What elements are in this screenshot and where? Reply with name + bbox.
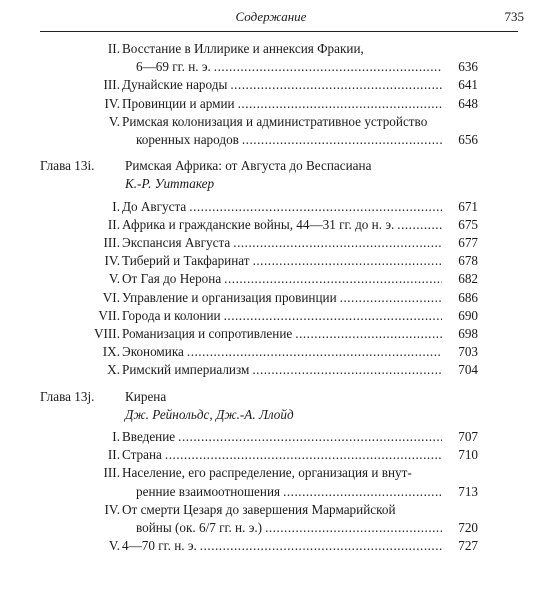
entry-number: I.	[112, 198, 120, 214]
toc-entry	[122, 199, 442, 215]
entry-page: 656	[458, 132, 478, 147]
toc-entry	[122, 362, 442, 378]
running-header	[0, 0, 542, 34]
entry-number: II.	[107, 216, 120, 232]
entry-title: Провинции и армии	[122, 95, 235, 111]
dot-leader	[189, 199, 442, 215]
entry-number: VIII.	[94, 326, 120, 341]
entry-page: 648	[458, 95, 478, 111]
entry-number: VI.	[102, 289, 120, 305]
dot-leader	[265, 520, 442, 536]
entry-title: Восстание в Иллирике и аннексия Фракии,	[122, 41, 364, 56]
chapter-title: Римская Африка: от Августа до Веспасиана	[125, 158, 372, 174]
dot-leader	[238, 96, 442, 112]
entry-number: III.	[103, 235, 120, 250]
entry-number: V.	[108, 538, 120, 554]
toc-entry	[122, 235, 442, 251]
toc-entry	[122, 326, 442, 342]
dot-leader	[230, 77, 442, 93]
toc-entry	[122, 465, 412, 481]
toc-entry	[122, 96, 442, 112]
dot-leader	[178, 429, 442, 445]
entry-page: 671	[458, 198, 478, 214]
dot-leader	[224, 271, 442, 287]
chapter-label: Глава 13j.	[40, 388, 95, 404]
dot-leader	[340, 290, 442, 306]
entry-title: Города и колонии	[122, 307, 221, 323]
entry-page: 641	[458, 77, 478, 93]
entry-page: 678	[458, 253, 478, 269]
chapter-title: Кирена	[125, 388, 167, 404]
dot-leader	[233, 235, 442, 251]
toc-entry	[122, 77, 442, 93]
entry-page: 707	[458, 429, 478, 444]
chapter-authors: Дж. Рейнольдс, Дж.-А. Ллойд	[125, 406, 294, 422]
entry-page: 727	[458, 538, 478, 554]
dot-leader	[165, 447, 442, 463]
entry-page: 703	[458, 344, 478, 360]
dot-leader	[295, 326, 442, 342]
entry-title: 4—70 гг. н. э.	[122, 538, 197, 554]
toc-entry	[122, 271, 442, 287]
entry-title: Римская колонизация и административное устройство	[122, 113, 428, 129]
toc-entry	[122, 41, 364, 57]
entry-number: III.	[103, 77, 120, 93]
toc-entry	[122, 344, 442, 360]
header-rule	[40, 31, 518, 32]
toc-entry	[122, 114, 427, 130]
chapter-authors: К.-Р. Уиттакер	[125, 176, 215, 192]
entry-title: От смерти Цезаря до завершения Мармарийской	[122, 501, 396, 517]
entry-page: 675	[458, 216, 478, 232]
toc-entry	[136, 132, 442, 148]
toc-entry	[122, 502, 396, 518]
page-number: 735	[504, 9, 524, 24]
entry-title: Экспансия Августа	[122, 235, 231, 250]
toc-entry	[122, 447, 442, 463]
entry-number: V.	[108, 113, 120, 129]
entry-page: 690	[458, 307, 478, 323]
dot-leader	[214, 59, 442, 75]
entry-number: III.	[103, 465, 120, 481]
entry-number: IV.	[104, 95, 120, 111]
entry-title: Управление и организация провинции	[122, 289, 337, 305]
entry-page: 682	[458, 271, 478, 287]
dot-leader	[242, 132, 442, 148]
entry-title: войны (ок. 6/7 гг. н. э.)	[136, 520, 263, 535]
toc-entry	[122, 290, 442, 306]
toc-entry	[136, 520, 442, 536]
toc-entry	[122, 217, 442, 233]
entry-page: 636	[458, 59, 478, 75]
entry-title: Дунайские народы	[122, 77, 228, 93]
dot-leader	[283, 484, 442, 500]
entry-page: 720	[458, 520, 478, 535]
dot-leader	[397, 217, 442, 233]
dot-leader	[200, 538, 442, 554]
toc-entry	[122, 538, 442, 554]
toc-entry	[136, 484, 442, 500]
dot-leader	[187, 344, 442, 360]
entry-number: II.	[107, 447, 120, 463]
entry-title: Романизация и сопротивление	[122, 326, 293, 341]
entry-page: 704	[458, 362, 478, 378]
chapter-label: Глава 13i.	[40, 158, 95, 174]
toc-entry	[122, 429, 442, 445]
entry-title: ренние взаимоотношения	[136, 483, 281, 499]
entry-number: I.	[112, 429, 120, 444]
entry-number: IV.	[104, 501, 120, 517]
entry-page: 698	[458, 326, 478, 341]
entry-number: X.	[107, 362, 120, 378]
entry-number: VII.	[98, 307, 120, 323]
dot-leader	[252, 362, 442, 378]
dot-leader	[224, 308, 442, 324]
entry-page: 713	[458, 483, 478, 499]
entry-title: 6—69 гг. н. э.	[136, 59, 211, 75]
entry-title: Римский империализм	[122, 362, 250, 378]
dot-leader	[253, 253, 442, 269]
toc-entry	[136, 59, 442, 75]
entry-number: V.	[108, 271, 120, 287]
entry-title: От Гая до Нерона	[122, 271, 222, 287]
entry-page: 677	[458, 235, 478, 250]
running-title: Содержание	[235, 9, 307, 24]
entry-title: Африка и гражданские войны, 44—31 гг. до н. э.	[122, 216, 395, 232]
entry-title: Страна	[122, 447, 162, 463]
entry-title: Экономика	[122, 344, 184, 360]
toc-entry	[122, 308, 442, 324]
toc-entry	[122, 253, 442, 269]
entry-title: Население, его распределение, организация и внут-	[122, 465, 412, 481]
entry-number: IV.	[104, 253, 120, 269]
entry-page: 710	[458, 447, 478, 463]
entry-number: II.	[107, 41, 120, 56]
entry-title: Тиберий и Такфаринат	[122, 253, 250, 269]
entry-page: 686	[458, 289, 478, 305]
entry-title: До Августа	[122, 198, 187, 214]
entry-title: коренных народов	[136, 132, 239, 147]
entry-number: IX.	[102, 344, 120, 360]
entry-title: Введение	[122, 429, 176, 444]
